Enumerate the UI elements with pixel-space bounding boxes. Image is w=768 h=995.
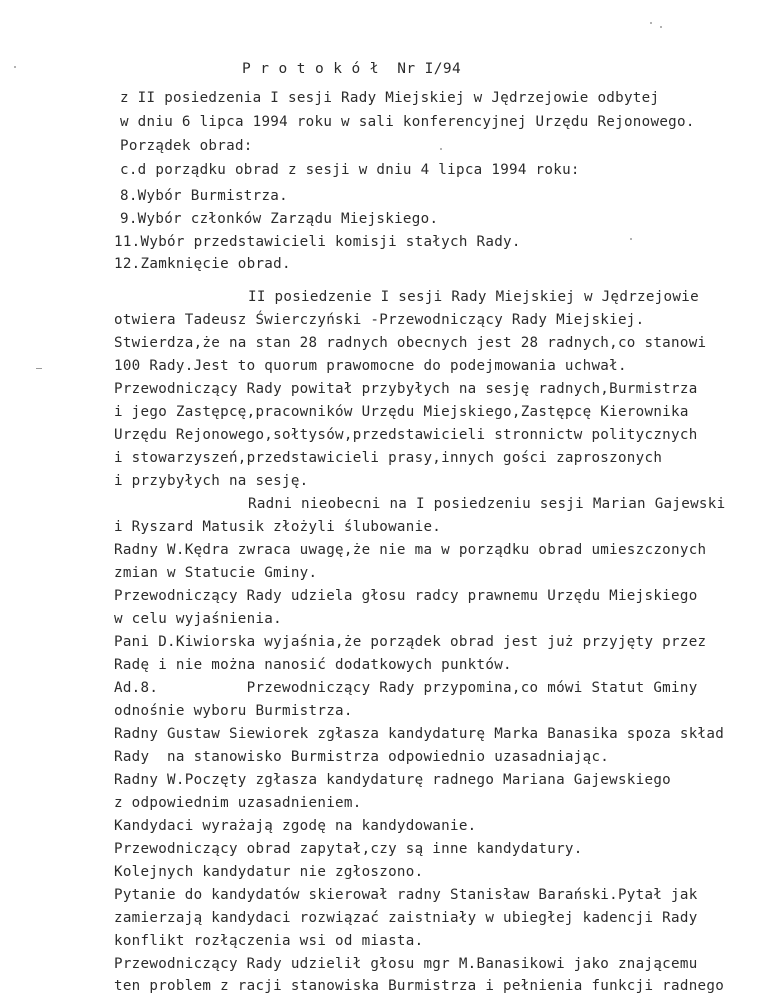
body-line: Urzędu Rejonowego,sołtysów,przedstawicieli stronnictw politycznych [114,427,698,443]
scan-speck [14,66,16,68]
scan-speck [650,22,652,24]
body-line: Kolejnych kandydatur nie zgłoszono. [114,864,424,880]
body-line: zmian w Statucie Gminy. [114,565,318,581]
body-line: otwiera Tadeusz Świerczyński -Przewodniczący Rady Miejskiej. [114,312,645,328]
agenda-label: Porządek obrad: [120,138,253,154]
body-line: Ad.8. Przewodniczący Rady przypomina,co mówi Statut Gminy [114,680,698,696]
agenda-intro: c.d porządku obrad z sesji w dniu 4 lipca 1994 roku: [120,162,580,178]
scan-speck [440,148,442,150]
header-line-1: z II posiedzenia I sesji Rady Miejskiej w Jędrzejowie odbytej [120,90,660,106]
body-line: Stwierdza,że na stan 28 radnych obecnych jest 28 radnych,co stanowi [114,335,707,351]
body-line: zamierzają kandydaci rozwiązać zaistniały w ubiegłej kadencji Rady [114,910,698,926]
agenda-item-9: 9.Wybór członków Zarządu Miejskiego. [120,211,439,227]
body-line: Rady na stanowisko Burmistrza odpowiednio uzasadniając. [114,749,610,765]
body-line: odnośnie wyboru Burmistrza. [114,703,353,719]
body-line: Przewodniczący Rady udzielił głosu mgr M.Banasikowi jako znającemu [114,956,698,972]
scan-speck [660,26,662,28]
body-line: w celu wyjaśnienia. [114,611,282,627]
body-line: Radę i nie można nanosić dodatkowych punktów. [114,657,512,673]
header-line-2: w dniu 6 lipca 1994 roku w sali konferencyjnej Urzędu Rejonowego. [120,114,695,130]
scan-speck [36,368,42,369]
body-line: Radny W.Kędra zwraca uwagę,że nie ma w porządku obrad umieszczonych [114,542,707,558]
body-line: II posiedzenie I sesji Rady Miejskiej w Jędrzejowie [248,289,699,305]
body-line: i Ryszard Matusik złożyli ślubowanie. [114,519,442,535]
agenda-item-12: 12.Zamknięcie obrad. [114,256,291,272]
body-line: Przewodniczący Rady powitał przybyłych na sesję radnych,Burmistrza [114,381,698,397]
body-line: i jego Zastępcę,pracowników Urzędu Miejskiego,Zastępcę Kierownika [114,404,689,420]
body-line: ten problem z racji stanowiska Burmistrza i pełnienia funkcji radnego [114,978,725,994]
body-line: 100 Rady.Jest to quorum prawomocne do podejmowania uchwał. [114,358,627,374]
body-line: z odpowiednim uzasadnieniem. [114,795,362,811]
body-line: Pani D.Kiwiorska wyjaśnia,że porządek obrad jest już przyjęty przez [114,634,707,650]
body-line: Radny Gustaw Siewiorek zgłasza kandydaturę Marka Banasika spoza skład [114,726,725,742]
body-line: Pytanie do kandydatów skierował radny Stanisław Barański.Pytał jak [114,887,698,903]
scan-speck [630,238,632,240]
document-title: P r o t o k ó ł Nr I/94 [242,61,462,77]
body-line: Przewodniczący obrad zapytał,czy są inne kandydatury. [114,841,583,857]
body-line: Przewodniczący Rady udziela głosu radcy prawnemu Urzędu Miejskiego [114,588,698,604]
body-line: Radni nieobecni na I posiedzeniu sesji Marian Gajewski [248,496,726,512]
agenda-item-11: 11.Wybór przedstawicieli komisji stałych Rady. [114,234,521,250]
agenda-item-8: 8.Wybór Burmistrza. [120,188,288,204]
body-line: i przybyłych na sesję. [114,473,309,489]
body-line: Radny W.Poczęty zgłasza kandydaturę radnego Mariana Gajewskiego [114,772,672,788]
body-line: konflikt rozłączenia wsi od miasta. [114,933,424,949]
body-line: i stowarzyszeń,przedstawicieli prasy,innych gości zaproszonych [114,450,663,466]
body-line: Kandydaci wyrażają zgodę na kandydowanie. [114,818,477,834]
